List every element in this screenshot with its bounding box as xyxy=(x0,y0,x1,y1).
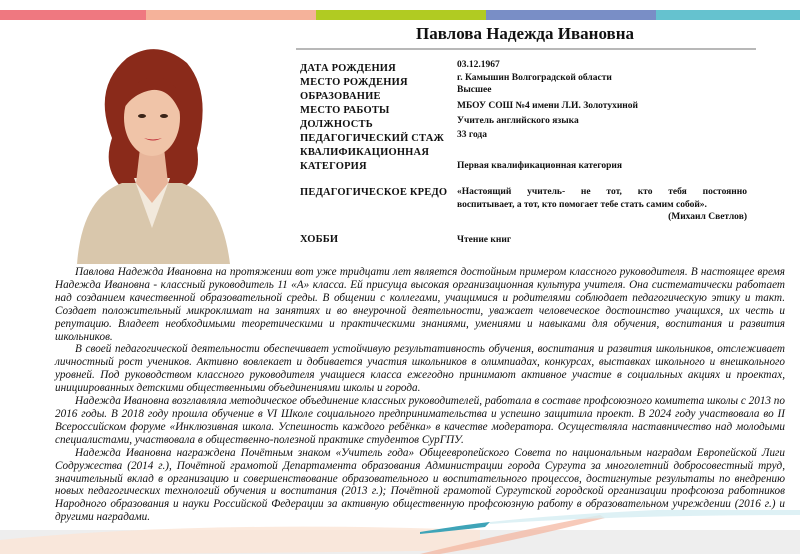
hobby-value: Чтение книг xyxy=(457,235,512,245)
info-label: МЕСТО РАБОТЫ xyxy=(300,105,390,116)
stripe-segment xyxy=(656,10,800,20)
info-label: ПЕДАГОГИЧЕСКИЙ СТАЖ xyxy=(300,133,445,144)
info-value: Учитель английского языка xyxy=(457,116,579,126)
credo-quote xyxy=(457,186,747,212)
biography-paragraph: Надежда Ивановна возглавляла методическое объединение классных руководителей, работала в составе профсоюзного комитета школы с 2013 по 2016 годы. В 2018 году прошла обучение в VI Школе социального предпринимательства и успешно защитила проект. В 2024 году участвовала во II Всероссийском форуме «Инклюзивная школа. Успешность каждого ребёнка» в качестве модератора. Осуществляла наставничество над молодыми специалистами, участвовала в общественно-полезной практике студентов СурГПУ. xyxy=(55,395,785,446)
info-value: МБОУ СОШ №4 имени Л.И. Золотухиной xyxy=(457,101,638,111)
info-label: КАТЕГОРИЯ xyxy=(300,161,367,172)
stripe-segment xyxy=(0,10,146,20)
credo-line: воспитывает, а тот, кто помогает тебе стать самим собой». xyxy=(457,200,707,210)
portrait-photo xyxy=(72,28,232,264)
info-label: МЕСТО РОЖДЕНИЯ xyxy=(300,77,408,88)
credo-label: ПЕДАГОГИЧЕСКОЕ КРЕДО xyxy=(300,187,448,198)
biography-paragraph: Павлова Надежда Ивановна на протяжении вот уже тридцати лет является достойным примером классного руководителя. В настоящее время Надежда Ивановна - классный руководитель 11 «А» класса. Ей присуща высокая организационная культура учителя. Она систематически работает над созданием качественной образовательной среды. В общении с коллегами, учащимися и родителями соблюдает педагогическую этику и такт. Создает положительный микроклимат на занятиях и во внеурочной деятельности, уважает человеческое достоинство учащихся, их честь и репутацию. Владеет необходимыми теоретическими и практическими знаниями, умениями и навыками для обучения, воспитания и развития школьников. xyxy=(55,266,785,343)
stripe-segment xyxy=(146,10,316,20)
credo-author: (Михаил Светлов) xyxy=(668,212,747,222)
info-value: г. Камышин Волгоградской области xyxy=(457,73,612,83)
info-value: 33 года xyxy=(457,130,487,140)
hobby-label: ХОББИ xyxy=(300,234,339,245)
info-value: Первая квалификационная категория xyxy=(457,161,623,171)
info-label: ОБРАЗОВАНИЕ xyxy=(300,91,381,102)
info-label: КВАЛИФИКАЦИОННАЯ xyxy=(300,147,430,158)
stripe-segment xyxy=(316,10,486,20)
biography-paragraph: В своей педагогической деятельности обеспечивает устойчивую результативность обучения, воспитания и развития школьников, отслеживает личностный рост учеников. Активно вовлекает и добивается участия школьников в олимпиадах, конкурсах, выставках школьного и внешкольного уровней. Под руководством классного руководителя учащиеся класса ежегодно принимают активное участие в социальных акциях и проектах, инициированных детскими общественными объединениями школы и города. xyxy=(55,343,785,395)
info-value: 03.12.1967 xyxy=(457,60,500,70)
stripe-segment xyxy=(486,10,656,20)
info-label: ДОЛЖНОСТЬ xyxy=(300,119,373,130)
title-divider xyxy=(296,48,756,50)
credo-line: «Настоящий учитель- не тот, кто тебя постоянно xyxy=(457,187,747,197)
info-label: ДАТА РОЖДЕНИЯ xyxy=(300,63,396,74)
page-title: Павлова Надежда Ивановна xyxy=(415,24,635,43)
biography-text xyxy=(55,266,785,524)
biography-paragraph: Надежда Ивановна награждена Почётным знаком «Учитель года» Общеевропейского Совета по национальным наградам Европейской Лиги Содружества (2014 г.), Почётной грамотой Департамента образования Администрации города Сургута за многолетний добросовестный труд, значительный вклад в организацию и совершенствование образовательного и воспитательного процессов, достигнутые результаты по внедрению новых педагогических технологий обучения и воспитания (2013 г.); Почётной грамотой Сургутской городской организации профсоюза работников Народного образования и науки Российской Федерации за активную общественную профсоюзную работу в образовательном учреждении (2016 г.) и другими наградами. xyxy=(55,446,785,524)
info-value: Высшее xyxy=(457,85,492,95)
